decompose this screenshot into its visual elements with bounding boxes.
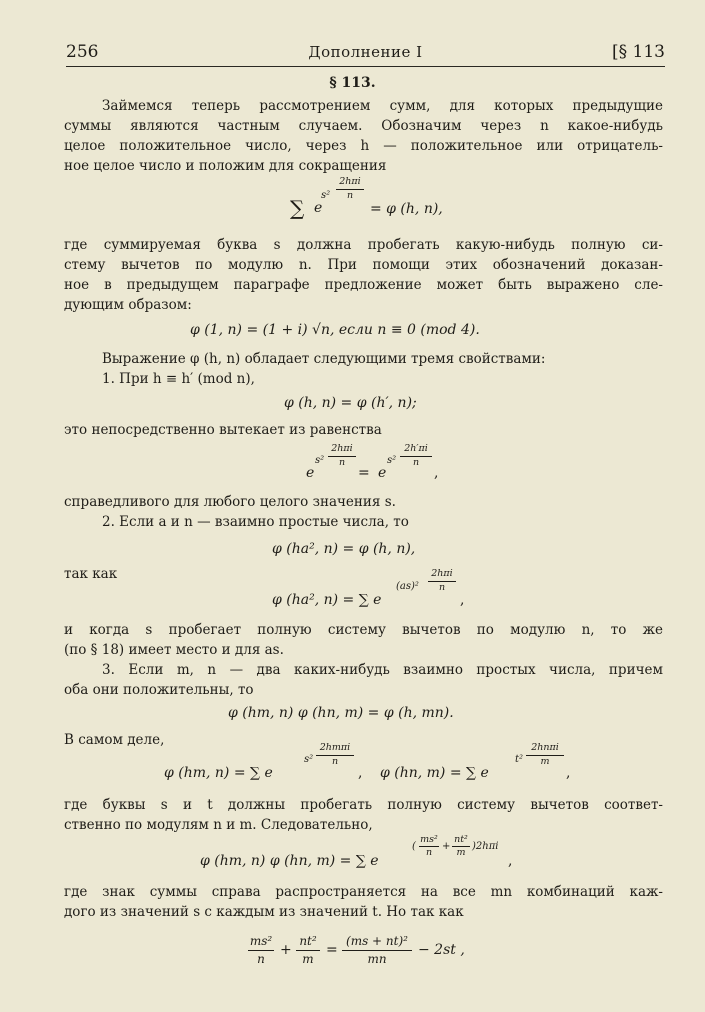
fraction-denominator: n — [438, 582, 446, 593]
fraction-numerator: 2hπi — [331, 443, 353, 454]
sum-symbol: ∑ — [290, 196, 305, 220]
fraction-denominator: mn — [367, 952, 387, 966]
comma: , — [508, 853, 513, 869]
text-line: дого из значений s с каждым из значений t. Но так как — [64, 904, 464, 920]
formula-exponent: s² — [387, 455, 397, 466]
formula-exponent: s² — [315, 455, 325, 466]
fraction-numerator: ms² — [249, 934, 273, 948]
formula-8-left: φ (hm, n) = ∑ e — [164, 765, 273, 781]
fraction-numerator: 2hπi — [339, 176, 361, 187]
fraction-denominator: n — [257, 952, 265, 966]
text-line: 2. Если a и n — взаимно простые числа, то — [102, 514, 409, 530]
fraction-numerator: ms² — [420, 834, 438, 845]
text-line: Выражение φ (h, n) обладает следующими тремя свойствами: — [102, 351, 546, 367]
section-heading: § 113. — [329, 75, 376, 91]
text-line: целое положительное число, через h — положительное или отрицатель- — [64, 138, 663, 154]
formula-6: φ (ha², n) = ∑ e — [272, 592, 382, 608]
fraction-denominator: m — [540, 756, 550, 767]
text-line: и когда s пробегает полную систему вычетов по модулю n, то же — [64, 622, 663, 638]
fraction-numerator: 2h′πi — [404, 443, 428, 454]
text-line: суммы являются частным случаем. Обозначим через n какое-нибудь — [64, 118, 663, 134]
text-line: ное целое число и положим для сокращения — [64, 158, 387, 174]
formula-base: e — [306, 465, 315, 481]
fraction-denominator: m — [302, 952, 314, 966]
fraction-denominator: n — [412, 457, 420, 468]
fraction-denominator: n — [331, 756, 339, 767]
text-line: дующим образом: — [64, 297, 192, 313]
text-line: оба они положительны, то — [64, 682, 254, 698]
formula-exponent: s² — [304, 754, 314, 765]
formula-7: φ (hm, n) φ (hn, m) = φ (h, mn). — [228, 705, 454, 721]
text-line: где знак суммы справа распространяется на все mn комбинаций каж- — [64, 884, 663, 900]
formula-3: φ (h, n) = φ (h′, n); — [284, 395, 417, 411]
fraction-numerator: nt² — [454, 834, 468, 845]
text-line: 1. При h ≡ h′ (mod n), — [102, 371, 255, 387]
text-line: 3. Если m, n — два каких-нибудь взаимно простых числа, причем — [102, 662, 663, 678]
fraction-numerator: nt² — [299, 934, 317, 948]
formula-exponent: (as)² — [396, 581, 419, 592]
comma: , — [358, 765, 363, 781]
formula-base: e — [314, 200, 323, 216]
fraction-denominator: m — [456, 847, 466, 858]
formula-10-tail: − 2st , — [418, 942, 465, 958]
text-line: ственно по модулям n и m. Следовательно, — [64, 817, 373, 833]
formula-base: e — [378, 465, 387, 481]
formula-exponent: t² — [515, 754, 524, 765]
running-title: Дополнение I — [308, 43, 423, 61]
comma: , — [566, 765, 571, 781]
text-line: стему вычетов по модулю n. При помощи этих обозначений доказан- — [64, 257, 663, 273]
formula-exponent: s² — [321, 190, 331, 201]
page-number: 256 — [66, 42, 99, 62]
text-line: это непосредственно вытекает из равенства — [64, 422, 382, 438]
fraction-numerator: 2hπi — [431, 568, 453, 579]
text-line: так как — [64, 566, 118, 582]
formula-exponent-paren: ( — [412, 841, 416, 852]
text-line: Займемся теперь рассмотрением сумм, для которых предыдущие — [102, 98, 663, 114]
formula-2: φ (1, n) = (1 + i) √n, если n ≡ 0 (mod 4). — [190, 322, 480, 338]
equals-sign: = — [358, 465, 370, 481]
plus-sign: + — [442, 841, 451, 852]
formula-8-right: φ (hn, m) = ∑ e — [380, 765, 489, 781]
formula-9: φ (hm, n) φ (hn, m) = ∑ e — [200, 853, 379, 869]
header-rule — [66, 66, 665, 67]
fraction-numerator: (ms + nt)² — [346, 934, 408, 948]
plus-sign: + — [280, 942, 292, 958]
fraction-numerator: 2hmπi — [319, 742, 351, 753]
section-reference: [§ 113 — [612, 42, 665, 62]
formula-exponent: )2hπi — [472, 841, 499, 852]
formula-5: φ (ha², n) = φ (h, n), — [272, 541, 416, 557]
text-line: (по § 18) имеет место и для as. — [64, 642, 284, 658]
text-line: справедливого для любого целого значения s. — [64, 494, 396, 510]
text-line: В самом деле, — [64, 732, 165, 748]
fraction-numerator: 2hnπi — [531, 742, 559, 753]
comma: , — [434, 465, 439, 481]
page-header — [66, 42, 665, 66]
equals-sign: = — [326, 942, 338, 958]
text-line: где суммируемая буква s должна пробегать какую-нибудь полную си- — [64, 237, 663, 253]
formula-1: = φ (h, n), — [370, 201, 443, 217]
fraction-denominator: n — [346, 190, 354, 201]
text-line: ное в предыдущем параграфе предложение может быть выражено сле- — [64, 277, 663, 293]
fraction-bar — [248, 950, 274, 951]
comma: , — [460, 592, 465, 608]
text-line: где буквы s и t должны пробегать полную систему вычетов соответ- — [64, 797, 663, 813]
fraction-bar — [296, 950, 320, 951]
fraction-denominator: n — [425, 847, 433, 858]
fraction-denominator: n — [338, 457, 346, 468]
fraction-bar — [342, 950, 412, 951]
